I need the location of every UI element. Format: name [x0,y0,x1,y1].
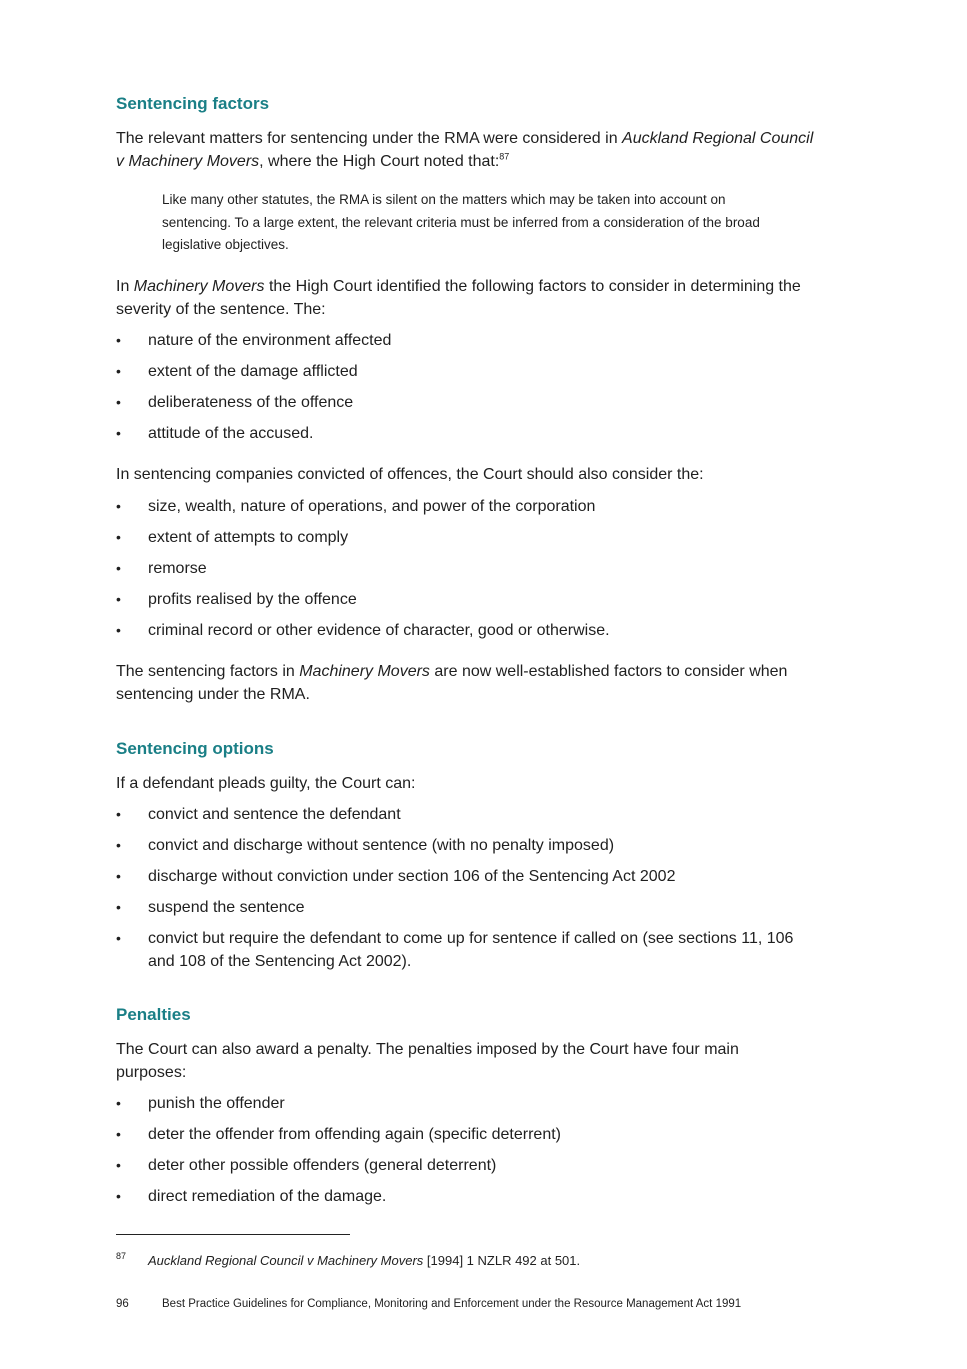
penalties-intro: The Court can also award a penalty. The penalties imposed by the Court have four main purposes: [116,1041,739,1081]
heading-sentencing-options: Sentencing options [116,739,274,758]
sentencing-factors-list [116,329,816,453]
list-item: • deter the offender from offending again (specific deterrent) [116,1123,816,1146]
list-item: • deliberateness of the offence [116,391,816,414]
intro-text-b: , where the High Court noted that: [259,153,500,170]
para4-case-name: Machinery Movers [299,663,430,680]
list-item: • convict and sentence the defendant [116,803,816,826]
intro-case-name: Auckland Regional Council v Machinery Movers [116,130,814,170]
page-number: 96 [116,1298,129,1310]
heading-penalties: Penalties [116,1005,191,1024]
footnote-case-name: Auckland Regional Council v Machinery Movers [148,1253,424,1268]
list-item: • criminal record or other evidence of character, good or otherwise. [116,619,816,642]
list-item: • direct remediation of the damage. [116,1185,816,1208]
para4-text-a: The sentencing factors in [116,663,300,680]
para2-text-b: the High Court identified the following factors to consider in determining the severity of the sentence. The: [116,278,801,318]
company-factors-list [116,495,816,650]
sentencing-options-list [116,803,816,981]
para4-text-b: are now well-established factors to consider when sentencing under the RMA. [116,663,788,703]
company-factors-intro: In sentencing companies convicted of offences, the Court should also consider the: [116,466,704,483]
list-item: • convict but require the defendant to come up for sentence if called on (see sections 11, 106 and 108 of the Sentencing Act 2002). [116,927,816,973]
list-item: • nature of the environment affected [116,329,816,352]
block-quote: Like many other statutes, the RMA is silent on the matters which may be taken into account on sentencing. To a large extent, the relevant criteria must be inferred from a consideration of the broad legislative objectives. [162,192,760,252]
heading-sentencing-factors: Sentencing factors [116,94,270,113]
list-item: • convict and discharge without sentence (with no penalty imposed) [116,834,816,857]
options-intro: If a defendant pleads guilty, the Court can: [116,775,416,792]
list-item: • deter other possible offenders (general deterrent) [116,1154,816,1177]
para2-case-name: Machinery Movers [133,278,265,295]
list-item: • attitude of the accused. [116,422,816,445]
list-item: • extent of attempts to comply [116,526,816,549]
list-item: • discharge without conviction under section 106 of the Sentencing Act 2002 [116,865,816,888]
footnote-number: 87 [116,1251,127,1261]
list-item: • extent of the damage afflicted [116,360,816,383]
footnote-divider [116,1234,350,1235]
footer-title: Best Practice Guidelines for Compliance, Monitoring and Enforcement under the Resource Management Act 1991 [162,1298,742,1310]
footnote-ref-87[interactable]: 87 [499,151,510,162]
list-item: • suspend the sentence [116,896,816,919]
footnote-text [148,1253,580,1268]
intro-text-a: The relevant matters for sentencing under the RMA were considered in [116,130,623,147]
list-item: • remorse [116,557,816,580]
intro-paragraph [116,127,816,173]
list-item: • profits realised by the offence [116,588,816,611]
footnote-citation: [1994] 1 NZLR 492 at 501. [423,1253,581,1268]
penalty-purposes-list [116,1092,816,1216]
para2-text-a: In [116,278,134,295]
list-item: • punish the offender [116,1092,816,1115]
list-item: • size, wealth, nature of operations, and power of the corporation [116,495,816,518]
factors-conclusion-paragraph [116,660,816,706]
factors-intro-paragraph [116,275,816,321]
